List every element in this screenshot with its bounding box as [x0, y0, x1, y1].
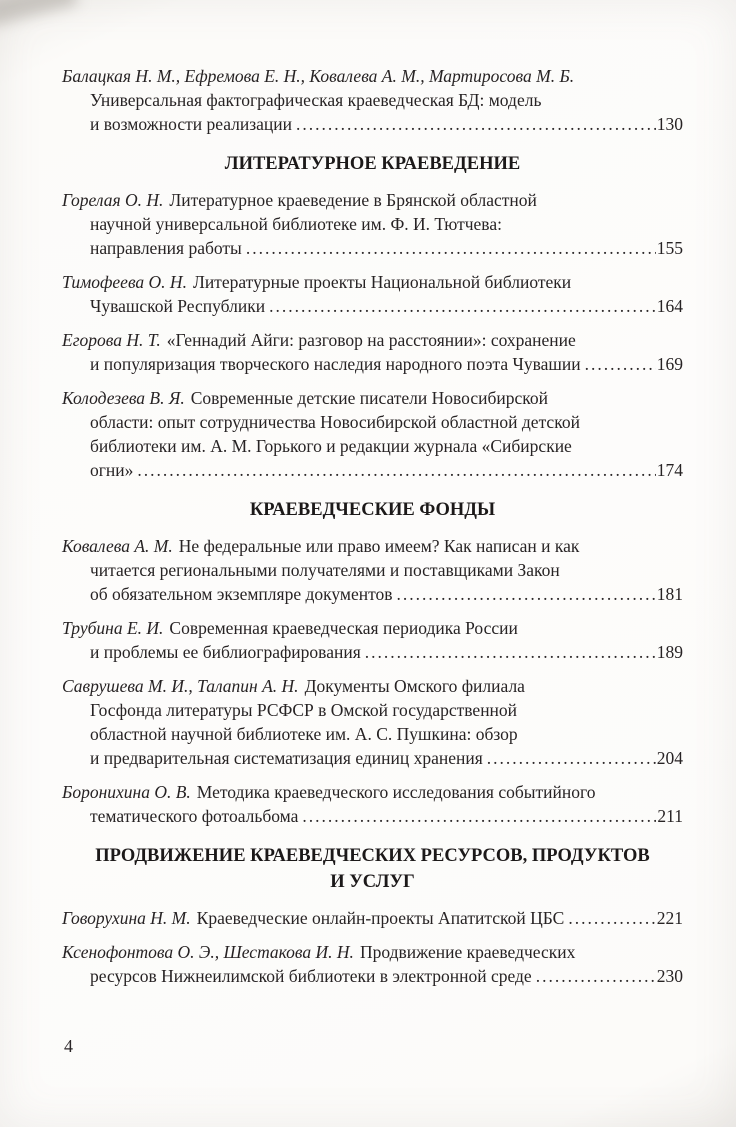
page-number: 4: [64, 1036, 73, 1056]
entry-title-text: Чувашской Республики: [90, 296, 266, 316]
page-ref: 181: [656, 584, 683, 604]
toc-entry: [62, 328, 683, 376]
entry-title-text: и возможности реализации: [90, 114, 293, 134]
toc-entry-line: [62, 328, 683, 352]
toc-entry-line: [62, 458, 683, 482]
toc-entry: [62, 534, 683, 606]
entry-authors: Ковалева А. М.: [62, 536, 173, 556]
toc-entry: [62, 940, 683, 988]
entry-title-text: библиотеки им. А. М. Горького и редакции журнала «Сибирские: [90, 436, 572, 456]
toc-entry-line: [62, 294, 683, 318]
dot-leader: [137, 458, 655, 482]
entry-title-text: и проблемы ее библиографирования: [90, 642, 361, 662]
entry-title-text: читается региональными получателями и поставщиками Закон: [90, 560, 560, 580]
entry-title-text: Документы Омского филиала: [304, 676, 525, 696]
toc-entry-line: [62, 746, 683, 770]
entry-title-text: Краеведческие онлайн-проекты Апатитской ЦБС: [196, 908, 565, 928]
section-heading: [62, 843, 683, 895]
section-heading-line: И УСЛУГ: [330, 872, 415, 892]
toc-entry-line: [62, 88, 683, 112]
toc-entry-line: [62, 722, 683, 746]
toc-entry-line: [62, 780, 683, 804]
entry-title-text: Литературное краеведение в Брянской областной: [169, 190, 537, 210]
page-ref: 174: [656, 460, 683, 480]
entry-title-text: Госфонда литературы РСФСР в Омской государственной: [90, 700, 518, 720]
toc-entry-line: [62, 410, 683, 434]
entry-authors: Колодезева В. Я.: [62, 388, 185, 408]
entry-title-text: Литературные проекты Национальной библиотеки: [192, 272, 572, 292]
toc-entry: [62, 674, 683, 770]
entry-title-text: Не федеральные или право имеем? Как написан и как: [178, 536, 580, 556]
toc-entry-line: [62, 188, 683, 212]
scan-corner-artifact: [0, 0, 78, 27]
toc-entry: [62, 616, 683, 664]
dot-leader: [487, 746, 656, 770]
entry-authors: Тимофеева О. Н.: [62, 272, 187, 292]
toc-entry-line: [62, 640, 683, 664]
dot-leader: [397, 582, 656, 606]
toc-entry: [62, 270, 683, 318]
entry-title-text: Продвижение краеведческих: [359, 942, 576, 962]
dot-leader: [536, 964, 656, 988]
page-ref: 169: [656, 354, 683, 374]
section-heading-line: ЛИТЕРАТУРНОЕ КРАЕВЕДЕНИЕ: [224, 154, 521, 174]
entry-title-text: Современная краеведческая периодика России: [169, 618, 518, 638]
dot-leader: [365, 640, 656, 664]
toc-entry: [62, 386, 683, 482]
toc-entry: [62, 188, 683, 260]
toc-entry: [62, 64, 683, 136]
entry-title-text: Методика краеведческого исследования событийного: [196, 782, 596, 802]
page-ref: 211: [657, 806, 683, 826]
toc-list: [62, 64, 683, 998]
entry-authors: Трубина Е. И.: [62, 618, 164, 638]
entry-authors: Говорухина Н. М.: [62, 908, 191, 928]
section-heading: [62, 151, 683, 177]
entry-title-text: и популяризация творческого наследия народного поэта Чувашии: [90, 354, 581, 374]
dot-leader: [585, 352, 656, 376]
toc-entry: [62, 780, 683, 828]
toc-entry-line: [62, 804, 683, 828]
entry-title-text: огни»: [90, 460, 134, 480]
entry-title-text: об обязательном экземпляре документов: [90, 584, 393, 604]
entry-title-text: Современные детские писатели Новосибирской: [190, 388, 549, 408]
entry-title-text: тематического фотоальбома: [90, 806, 299, 826]
dot-leader: [246, 236, 656, 260]
toc-entry-line: [62, 212, 683, 236]
toc-entry-line: [62, 906, 683, 930]
toc-entry-line: [62, 582, 683, 606]
page-ref: 189: [656, 642, 683, 662]
dot-leader: [296, 112, 656, 136]
entry-title-text: областной научной библиотеке им. А. С. Пушкина: обзор: [90, 724, 518, 744]
entry-authors: Саврушева М. И., Талапин А. Н.: [62, 676, 299, 696]
toc-entry-line: [62, 698, 683, 722]
page-ref: 155: [656, 238, 683, 258]
section-heading-line: КРАЕВЕДЧЕСКИЕ ФОНДЫ: [249, 500, 496, 520]
dot-leader: [302, 804, 656, 828]
toc-entry-line: [62, 64, 683, 88]
dot-leader: [568, 906, 655, 930]
entry-title-text: направления работы: [90, 238, 242, 258]
toc-entry-line: [62, 964, 683, 988]
toc-entry-line: [62, 434, 683, 458]
section-heading-line: ПРОДВИЖЕНИЕ КРАЕВЕДЧЕСКИХ РЕСУРСОВ, ПРОДУКТОВ: [95, 846, 650, 866]
dot-leader: [269, 294, 656, 318]
toc-entry-line: [62, 940, 683, 964]
toc-entry: [62, 906, 683, 930]
entry-title-text: ресурсов Нижнеилимской библиотеки в электронной среде: [90, 966, 532, 986]
page-ref: 221: [656, 908, 683, 928]
entry-title-text: Универсальная фактографическая краеведческая БД: модель: [90, 90, 542, 110]
entry-authors: Балацкая Н. М., Ефремова Е. Н., Ковалева А. М., Мартиросова М. Б.: [62, 66, 575, 86]
toc-entry-line: [62, 558, 683, 582]
toc-entry-line: [62, 674, 683, 698]
toc-entry-line: [62, 534, 683, 558]
page-ref: 230: [656, 966, 683, 986]
entry-authors: Егорова Н. Т.: [62, 330, 161, 350]
toc-entry-line: [62, 270, 683, 294]
entry-authors: Горелая О. Н.: [62, 190, 164, 210]
toc-entry-line: [62, 616, 683, 640]
entry-authors: Ксенофонтова О. Э., Шестакова И. Н.: [62, 942, 354, 962]
entry-title-text: области: опыт сотрудничества Новосибирской областной детской: [90, 412, 580, 432]
section-heading: [62, 497, 683, 523]
page-ref: 204: [656, 748, 683, 768]
entry-authors: Боронихина О. В.: [62, 782, 191, 802]
toc-entry-line: [62, 236, 683, 260]
toc-entry-line: [62, 352, 683, 376]
toc-entry-line: [62, 112, 683, 136]
entry-title-text: «Геннадий Айги: разговор на расстоянии»: сохранение: [166, 330, 576, 350]
page-ref: 164: [656, 296, 683, 316]
toc-entry-line: [62, 386, 683, 410]
entry-title-text: научной универсальной библиотеке им. Ф. И. Тютчева:: [90, 214, 502, 234]
entry-title-text: и предварительная систематизация единиц хранения: [90, 748, 483, 768]
page-ref: 130: [656, 114, 683, 134]
